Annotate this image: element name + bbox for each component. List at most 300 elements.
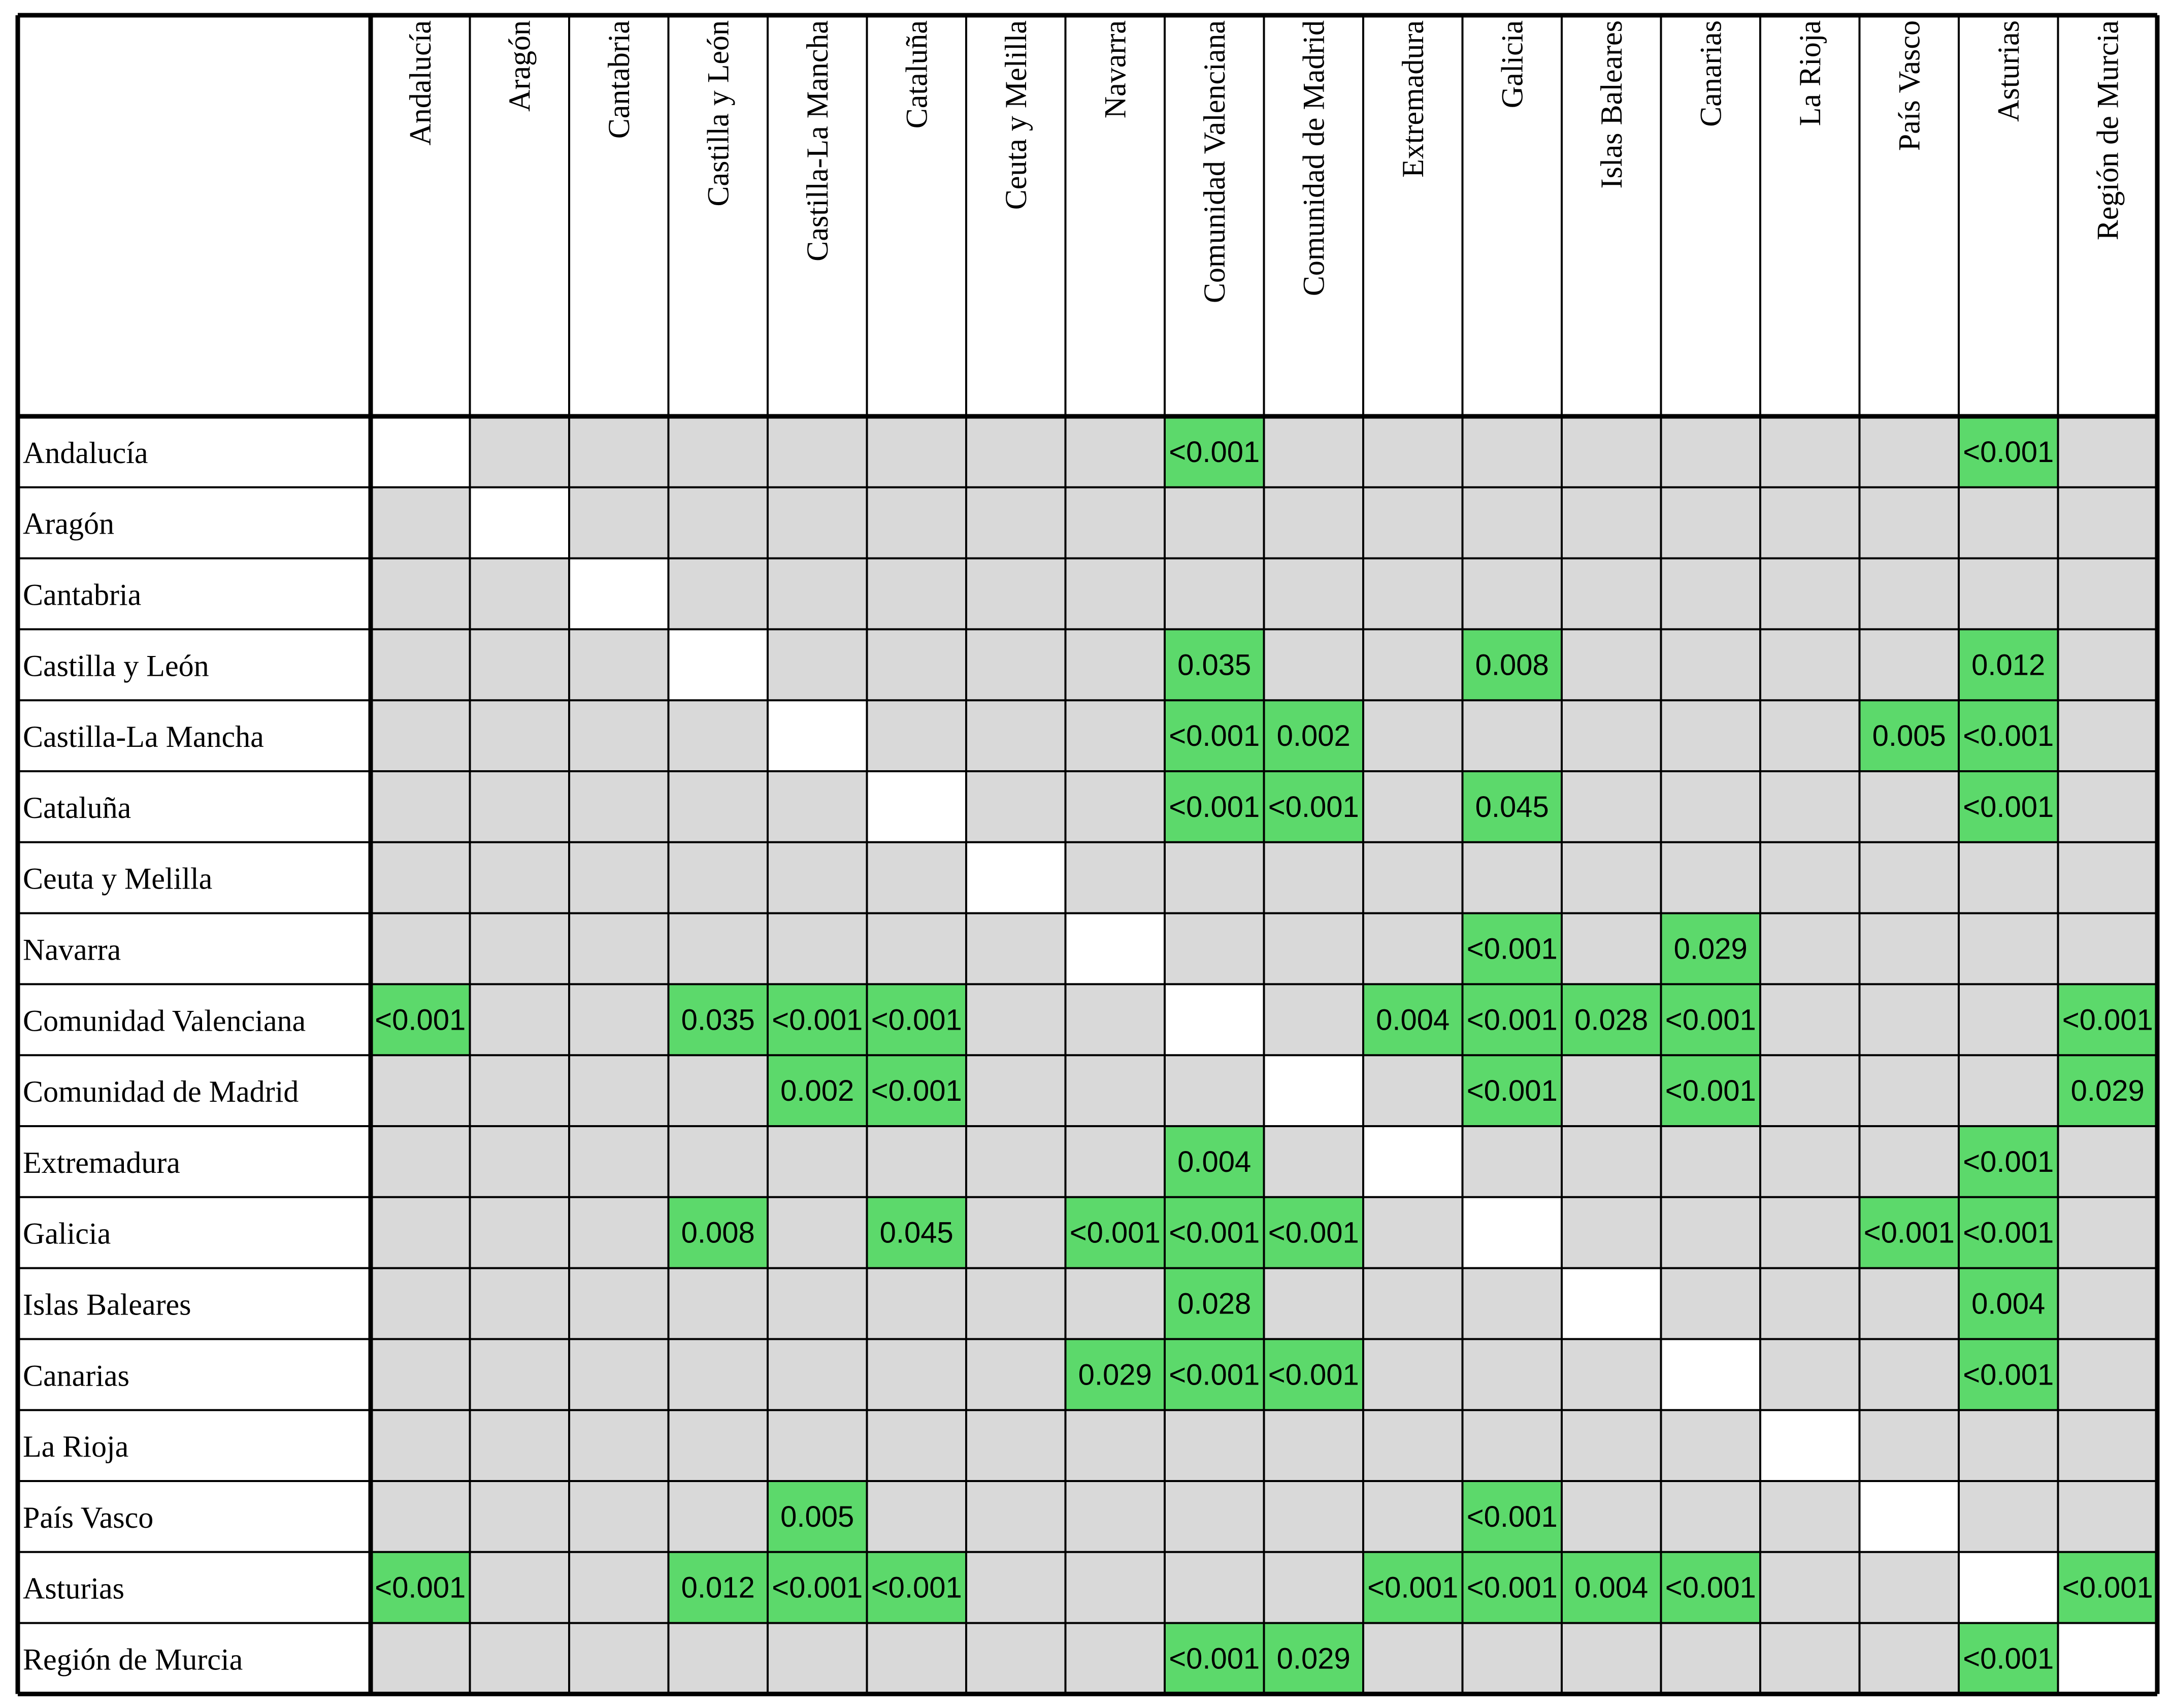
row-label-islas-baleares: Islas Baleares xyxy=(23,1288,191,1322)
col-label-castilla-y-leon: Castilla y León xyxy=(701,20,735,207)
cell-aragon-comunidad-de-madrid xyxy=(1264,487,1364,559)
cell-value: <0.001 xyxy=(1169,719,1260,753)
cell-extremadura-pais-vasco xyxy=(1860,1126,1959,1197)
cell-castilla-y-leon-canarias xyxy=(1661,629,1761,700)
cell-comunidad-valenciana-asturias xyxy=(1959,984,2058,1055)
cell-navarra-region-de-murcia xyxy=(2058,913,2158,984)
cell-andalucia-extremadura xyxy=(1363,416,1463,487)
cell-value: <0.001 xyxy=(1169,1216,1260,1250)
cell-ceuta-y-melilla-region-de-murcia xyxy=(2058,842,2158,913)
cell-comunidad-de-madrid-aragon xyxy=(470,1055,570,1126)
cell-la-rioja-galicia xyxy=(1463,1410,1562,1481)
col-label-asturias: Asturias xyxy=(1991,20,2025,122)
row-label-comunidad-de-madrid: Comunidad de Madrid xyxy=(23,1075,299,1109)
cell-extremadura-navarra xyxy=(1066,1126,1165,1197)
cell-value: <0.001 xyxy=(1466,1074,1558,1108)
cell-region-de-murcia-galicia xyxy=(1463,1623,1562,1694)
cell-region-de-murcia-islas-baleares xyxy=(1562,1623,1661,1694)
cell-region-de-murcia-la-rioja xyxy=(1760,1623,1860,1694)
cell-cataluna-castilla-la-mancha xyxy=(768,771,867,842)
cell-ceuta-y-melilla-la-rioja xyxy=(1760,842,1860,913)
cell-andalucia-castilla-la-mancha xyxy=(768,416,867,487)
cell-la-rioja-asturias xyxy=(1959,1410,2058,1481)
cell-la-rioja-canarias xyxy=(1661,1410,1761,1481)
cell-comunidad-valenciana-comunidad-valenciana xyxy=(1165,984,1264,1055)
cell-navarra-cantabria xyxy=(569,913,669,984)
cell-comunidad-de-madrid-comunidad-valenciana xyxy=(1165,1055,1264,1126)
cell-islas-baleares-ceuta-y-melilla xyxy=(966,1268,1066,1339)
cell-cantabria-region-de-murcia xyxy=(2058,559,2158,630)
cell-value: 0.002 xyxy=(1276,719,1351,753)
cell-cataluna-extremadura xyxy=(1363,771,1463,842)
cell-cataluna-castilla-y-leon xyxy=(669,771,768,842)
cell-la-rioja-extremadura xyxy=(1363,1410,1463,1481)
cell-pais-vasco-ceuta-y-melilla xyxy=(966,1481,1066,1552)
cell-la-rioja-comunidad-valenciana xyxy=(1165,1410,1264,1481)
cell-aragon-cataluna xyxy=(867,487,967,559)
cell-region-de-murcia-aragon xyxy=(470,1623,570,1694)
cell-islas-baleares-canarias xyxy=(1661,1268,1761,1339)
cell-value: <0.001 xyxy=(1963,1358,2054,1392)
cell-castilla-la-mancha-castilla-la-mancha xyxy=(768,700,867,771)
cell-value: 0.035 xyxy=(1177,648,1252,682)
cell-cantabria-castilla-la-mancha xyxy=(768,559,867,630)
cell-galicia-extremadura xyxy=(1363,1197,1463,1268)
cell-ceuta-y-melilla-castilla-la-mancha xyxy=(768,842,867,913)
cell-galicia-castilla-la-mancha xyxy=(768,1197,867,1268)
cell-navarra-comunidad-valenciana xyxy=(1165,913,1264,984)
cell-region-de-murcia-castilla-la-mancha xyxy=(768,1623,867,1694)
cell-navarra-extremadura xyxy=(1363,913,1463,984)
cell-comunidad-de-madrid-la-rioja xyxy=(1760,1055,1860,1126)
cell-value: <0.001 xyxy=(1169,790,1260,824)
cell-castilla-la-mancha-navarra xyxy=(1066,700,1165,771)
cell-galicia-cantabria xyxy=(569,1197,669,1268)
col-label-castilla-la-mancha: Castilla-La Mancha xyxy=(800,20,834,261)
cell-castilla-y-leon-aragon xyxy=(470,629,570,700)
cell-value: <0.001 xyxy=(1169,1358,1260,1392)
cell-canarias-pais-vasco xyxy=(1860,1339,1959,1410)
cell-la-rioja-cataluna xyxy=(867,1410,967,1481)
cell-value: 0.028 xyxy=(1177,1287,1252,1321)
cell-ceuta-y-melilla-galicia xyxy=(1463,842,1562,913)
cell-canarias-aragon xyxy=(470,1339,570,1410)
cell-ceuta-y-melilla-canarias xyxy=(1661,842,1761,913)
cell-castilla-y-leon-castilla-y-leon xyxy=(669,629,768,700)
cell-value: 0.035 xyxy=(681,1003,755,1037)
cell-aragon-comunidad-valenciana xyxy=(1165,487,1264,559)
cell-castilla-y-leon-pais-vasco xyxy=(1860,629,1959,700)
cell-ceuta-y-melilla-ceuta-y-melilla xyxy=(966,842,1066,913)
cell-la-rioja-pais-vasco xyxy=(1860,1410,1959,1481)
cell-pais-vasco-region-de-murcia xyxy=(2058,1481,2158,1552)
cell-value: 0.012 xyxy=(681,1571,755,1604)
cell-asturias-navarra xyxy=(1066,1552,1165,1623)
cell-value: <0.001 xyxy=(871,1074,962,1108)
col-label-andalucia: Andalucía xyxy=(403,20,437,146)
cell-canarias-castilla-y-leon xyxy=(669,1339,768,1410)
cell-value: <0.001 xyxy=(1665,1003,1756,1037)
cell-islas-baleares-castilla-y-leon xyxy=(669,1268,768,1339)
cell-castilla-la-mancha-andalucia xyxy=(371,700,470,771)
cell-ceuta-y-melilla-navarra xyxy=(1066,842,1165,913)
cell-cataluna-canarias xyxy=(1661,771,1761,842)
cell-canarias-islas-baleares xyxy=(1562,1339,1661,1410)
cell-la-rioja-ceuta-y-melilla xyxy=(966,1410,1066,1481)
cell-castilla-la-mancha-islas-baleares xyxy=(1562,700,1661,771)
cell-cantabria-galicia xyxy=(1463,559,1562,630)
cell-galicia-region-de-murcia xyxy=(2058,1197,2158,1268)
cell-value: <0.001 xyxy=(2062,1003,2153,1037)
cell-ceuta-y-melilla-islas-baleares xyxy=(1562,842,1661,913)
cell-castilla-la-mancha-cataluna xyxy=(867,700,967,771)
cell-value: 0.004 xyxy=(1376,1003,1450,1037)
cell-value: 0.005 xyxy=(1872,719,1946,753)
cell-andalucia-comunidad-de-madrid xyxy=(1264,416,1364,487)
row-label-galicia: Galicia xyxy=(23,1217,111,1251)
cell-galicia-andalucia xyxy=(371,1197,470,1268)
col-label-comunidad-de-madrid: Comunidad de Madrid xyxy=(1297,20,1331,297)
cell-castilla-la-mancha-galicia xyxy=(1463,700,1562,771)
cell-castilla-y-leon-comunidad-de-madrid xyxy=(1264,629,1364,700)
cell-castilla-y-leon-islas-baleares xyxy=(1562,629,1661,700)
cell-ceuta-y-melilla-cantabria xyxy=(569,842,669,913)
cell-castilla-la-mancha-extremadura xyxy=(1363,700,1463,771)
cell-castilla-y-leon-region-de-murcia xyxy=(2058,629,2158,700)
cell-la-rioja-islas-baleares xyxy=(1562,1410,1661,1481)
cell-value: <0.001 xyxy=(1169,435,1260,469)
cell-galicia-la-rioja xyxy=(1760,1197,1860,1268)
cell-castilla-y-leon-la-rioja xyxy=(1760,629,1860,700)
cell-value: <0.001 xyxy=(2062,1571,2153,1604)
col-label-pais-vasco: País Vasco xyxy=(1892,20,1926,151)
cell-navarra-andalucia xyxy=(371,913,470,984)
col-label-navarra: Navarra xyxy=(1098,20,1132,119)
cell-extremadura-canarias xyxy=(1661,1126,1761,1197)
cell-region-de-murcia-navarra xyxy=(1066,1623,1165,1694)
cell-aragon-islas-baleares xyxy=(1562,487,1661,559)
cell-region-de-murcia-cantabria xyxy=(569,1623,669,1694)
cell-value: <0.001 xyxy=(1367,1571,1459,1604)
cell-comunidad-de-madrid-navarra xyxy=(1066,1055,1165,1126)
cell-asturias-asturias xyxy=(1959,1552,2058,1623)
col-label-ceuta-y-melilla: Ceuta y Melilla xyxy=(999,20,1033,210)
cell-aragon-extremadura xyxy=(1363,487,1463,559)
cell-pais-vasco-asturias xyxy=(1959,1481,2058,1552)
cell-comunidad-de-madrid-castilla-y-leon xyxy=(669,1055,768,1126)
cell-aragon-castilla-la-mancha xyxy=(768,487,867,559)
cell-castilla-y-leon-ceuta-y-melilla xyxy=(966,629,1066,700)
row-label-comunidad-valenciana: Comunidad Valenciana xyxy=(23,1004,306,1038)
cell-castilla-y-leon-cataluna xyxy=(867,629,967,700)
cell-aragon-asturias xyxy=(1959,487,2058,559)
cell-extremadura-ceuta-y-melilla xyxy=(966,1126,1066,1197)
cell-cantabria-extremadura xyxy=(1363,559,1463,630)
cell-la-rioja-castilla-la-mancha xyxy=(768,1410,867,1481)
cell-navarra-aragon xyxy=(470,913,570,984)
cell-aragon-la-rioja xyxy=(1760,487,1860,559)
cell-la-rioja-cantabria xyxy=(569,1410,669,1481)
cell-cantabria-islas-baleares xyxy=(1562,559,1661,630)
cell-cataluna-navarra xyxy=(1066,771,1165,842)
cell-canarias-region-de-murcia xyxy=(2058,1339,2158,1410)
cell-cataluna-aragon xyxy=(470,771,570,842)
row-label-asturias: Asturias xyxy=(23,1571,124,1605)
cell-pais-vasco-andalucia xyxy=(371,1481,470,1552)
cell-andalucia-region-de-murcia xyxy=(2058,416,2158,487)
row-label-castilla-y-leon: Castilla y León xyxy=(23,649,209,683)
col-label-islas-baleares: Islas Baleares xyxy=(1594,20,1628,189)
cell-pais-vasco-islas-baleares xyxy=(1562,1481,1661,1552)
cell-value: <0.001 xyxy=(772,1003,863,1037)
cell-cataluna-la-rioja xyxy=(1760,771,1860,842)
cell-cantabria-navarra xyxy=(1066,559,1165,630)
row-label-extremadura: Extremadura xyxy=(23,1145,180,1179)
cell-value: <0.001 xyxy=(375,1003,466,1037)
cell-castilla-y-leon-andalucia xyxy=(371,629,470,700)
cell-aragon-canarias xyxy=(1661,487,1761,559)
cell-region-de-murcia-pais-vasco xyxy=(1860,1623,1959,1694)
cell-comunidad-de-madrid-andalucia xyxy=(371,1055,470,1126)
cell-value: <0.001 xyxy=(1963,1216,2054,1250)
cell-ceuta-y-melilla-castilla-y-leon xyxy=(669,842,768,913)
cell-andalucia-islas-baleares xyxy=(1562,416,1661,487)
cell-value: 0.005 xyxy=(780,1500,854,1533)
cell-value: <0.001 xyxy=(772,1571,863,1604)
cell-cantabria-castilla-y-leon xyxy=(669,559,768,630)
cell-cataluna-islas-baleares xyxy=(1562,771,1661,842)
cell-navarra-castilla-la-mancha xyxy=(768,913,867,984)
cell-islas-baleares-la-rioja xyxy=(1760,1268,1860,1339)
cell-extremadura-galicia xyxy=(1463,1126,1562,1197)
cell-islas-baleares-comunidad-de-madrid xyxy=(1264,1268,1364,1339)
cell-castilla-la-mancha-aragon xyxy=(470,700,570,771)
row-label-navarra: Navarra xyxy=(23,933,121,967)
cell-pais-vasco-navarra xyxy=(1066,1481,1165,1552)
cell-canarias-cataluna xyxy=(867,1339,967,1410)
cell-navarra-ceuta-y-melilla xyxy=(966,913,1066,984)
cell-comunidad-de-madrid-cantabria xyxy=(569,1055,669,1126)
cell-islas-baleares-islas-baleares xyxy=(1562,1268,1661,1339)
cell-aragon-region-de-murcia xyxy=(2058,487,2158,559)
cell-andalucia-ceuta-y-melilla xyxy=(966,416,1066,487)
cell-aragon-navarra xyxy=(1066,487,1165,559)
cell-cataluna-pais-vasco xyxy=(1860,771,1959,842)
cell-value: <0.001 xyxy=(1466,1003,1558,1037)
cell-value: 0.029 xyxy=(1276,1642,1351,1676)
row-label-la-rioja: La Rioja xyxy=(23,1430,129,1464)
cell-andalucia-pais-vasco xyxy=(1860,416,1959,487)
cell-value: <0.001 xyxy=(375,1571,466,1604)
cell-value: <0.001 xyxy=(1466,932,1558,966)
cell-islas-baleares-cantabria xyxy=(569,1268,669,1339)
row-label-cataluna: Cataluña xyxy=(23,791,131,825)
col-label-galicia: Galicia xyxy=(1495,20,1529,109)
cell-islas-baleares-galicia xyxy=(1463,1268,1562,1339)
cell-asturias-aragon xyxy=(470,1552,570,1623)
cell-la-rioja-la-rioja xyxy=(1760,1410,1860,1481)
col-label-comunidad-valenciana: Comunidad Valenciana xyxy=(1197,20,1231,304)
cell-pais-vasco-comunidad-valenciana xyxy=(1165,1481,1264,1552)
cell-andalucia-canarias xyxy=(1661,416,1761,487)
cell-castilla-la-mancha-region-de-murcia xyxy=(2058,700,2158,771)
cell-cataluna-region-de-murcia xyxy=(2058,771,2158,842)
cell-value: <0.001 xyxy=(1863,1216,1955,1250)
cell-castilla-la-mancha-cantabria xyxy=(569,700,669,771)
cell-la-rioja-navarra xyxy=(1066,1410,1165,1481)
cell-extremadura-islas-baleares xyxy=(1562,1126,1661,1197)
cell-value: <0.001 xyxy=(1963,1145,2054,1178)
cell-ceuta-y-melilla-pais-vasco xyxy=(1860,842,1959,913)
cell-andalucia-castilla-y-leon xyxy=(669,416,768,487)
cell-region-de-murcia-castilla-y-leon xyxy=(669,1623,768,1694)
cell-pais-vasco-cataluna xyxy=(867,1481,967,1552)
cell-region-de-murcia-ceuta-y-melilla xyxy=(966,1623,1066,1694)
cell-value: 0.004 xyxy=(1971,1287,2046,1321)
cell-value: <0.001 xyxy=(1466,1571,1558,1604)
cell-cataluna-cataluna xyxy=(867,771,967,842)
cell-pais-vasco-extremadura xyxy=(1363,1481,1463,1552)
cell-extremadura-region-de-murcia xyxy=(2058,1126,2158,1197)
cell-castilla-la-mancha-ceuta-y-melilla xyxy=(966,700,1066,771)
cell-comunidad-de-madrid-extremadura xyxy=(1363,1055,1463,1126)
row-label-region-de-murcia: Región de Murcia xyxy=(23,1643,243,1677)
cell-value: <0.001 xyxy=(1169,1642,1260,1676)
cell-aragon-galicia xyxy=(1463,487,1562,559)
cell-value: <0.001 xyxy=(1466,1500,1558,1533)
cell-pais-vasco-castilla-y-leon xyxy=(669,1481,768,1552)
cell-ceuta-y-melilla-extremadura xyxy=(1363,842,1463,913)
cell-comunidad-valenciana-comunidad-de-madrid xyxy=(1264,984,1364,1055)
cell-la-rioja-region-de-murcia xyxy=(2058,1410,2158,1481)
cell-islas-baleares-castilla-la-mancha xyxy=(768,1268,867,1339)
cell-la-rioja-aragon xyxy=(470,1410,570,1481)
cell-value: <0.001 xyxy=(871,1571,962,1604)
cell-comunidad-valenciana-pais-vasco xyxy=(1860,984,1959,1055)
cell-cantabria-comunidad-de-madrid xyxy=(1264,559,1364,630)
cell-andalucia-aragon xyxy=(470,416,570,487)
cell-region-de-murcia-andalucia xyxy=(371,1623,470,1694)
cell-galicia-galicia xyxy=(1463,1197,1562,1268)
col-label-la-rioja: La Rioja xyxy=(1793,20,1827,126)
cell-region-de-murcia-extremadura xyxy=(1363,1623,1463,1694)
cell-navarra-comunidad-de-madrid xyxy=(1264,913,1364,984)
cell-pais-vasco-la-rioja xyxy=(1760,1481,1860,1552)
cell-aragon-ceuta-y-melilla xyxy=(966,487,1066,559)
cell-galicia-canarias xyxy=(1661,1197,1761,1268)
cell-value: 0.028 xyxy=(1574,1003,1649,1037)
col-label-cataluna: Cataluña xyxy=(900,20,934,129)
cell-navarra-pais-vasco xyxy=(1860,913,1959,984)
cell-value: 0.008 xyxy=(681,1216,755,1250)
cell-extremadura-cantabria xyxy=(569,1126,669,1197)
cell-extremadura-cataluna xyxy=(867,1126,967,1197)
cell-aragon-andalucia xyxy=(371,487,470,559)
cell-pais-vasco-comunidad-de-madrid xyxy=(1264,1481,1364,1552)
cell-islas-baleares-andalucia xyxy=(371,1268,470,1339)
cell-asturias-comunidad-valenciana xyxy=(1165,1552,1264,1623)
cell-cantabria-aragon xyxy=(470,559,570,630)
cell-ceuta-y-melilla-aragon xyxy=(470,842,570,913)
cell-cataluna-ceuta-y-melilla xyxy=(966,771,1066,842)
cell-value: <0.001 xyxy=(1963,719,2054,753)
cell-castilla-la-mancha-la-rioja xyxy=(1760,700,1860,771)
cell-canarias-castilla-la-mancha xyxy=(768,1339,867,1410)
cell-ceuta-y-melilla-comunidad-valenciana xyxy=(1165,842,1264,913)
cell-value: 0.029 xyxy=(2070,1074,2145,1108)
cell-asturias-comunidad-de-madrid xyxy=(1264,1552,1364,1623)
cell-comunidad-de-madrid-islas-baleares xyxy=(1562,1055,1661,1126)
cell-value: <0.001 xyxy=(1963,435,2054,469)
cell-extremadura-la-rioja xyxy=(1760,1126,1860,1197)
cell-navarra-cataluna xyxy=(867,913,967,984)
cell-castilla-y-leon-extremadura xyxy=(1363,629,1463,700)
cell-value: <0.001 xyxy=(871,1003,962,1037)
row-label-ceuta-y-melilla: Ceuta y Melilla xyxy=(23,862,213,896)
cell-cantabria-comunidad-valenciana xyxy=(1165,559,1264,630)
cell-extremadura-andalucia xyxy=(371,1126,470,1197)
cell-canarias-cantabria xyxy=(569,1339,669,1410)
cell-navarra-asturias xyxy=(1959,913,2058,984)
cell-pais-vasco-aragon xyxy=(470,1481,570,1552)
cell-canarias-andalucia xyxy=(371,1339,470,1410)
cell-navarra-castilla-y-leon xyxy=(669,913,768,984)
cell-cantabria-cataluna xyxy=(867,559,967,630)
cell-ceuta-y-melilla-cataluna xyxy=(867,842,967,913)
cell-castilla-y-leon-cantabria xyxy=(569,629,669,700)
cell-aragon-cantabria xyxy=(569,487,669,559)
cell-cantabria-ceuta-y-melilla xyxy=(966,559,1066,630)
cell-comunidad-de-madrid-asturias xyxy=(1959,1055,2058,1126)
cell-andalucia-cataluna xyxy=(867,416,967,487)
cell-andalucia-la-rioja xyxy=(1760,416,1860,487)
col-label-cantabria: Cantabria xyxy=(602,20,636,139)
row-label-canarias: Canarias xyxy=(23,1359,129,1393)
cell-canarias-extremadura xyxy=(1363,1339,1463,1410)
cell-aragon-pais-vasco xyxy=(1860,487,1959,559)
cell-galicia-ceuta-y-melilla xyxy=(966,1197,1066,1268)
cell-asturias-la-rioja xyxy=(1760,1552,1860,1623)
cell-islas-baleares-region-de-murcia xyxy=(2058,1268,2158,1339)
cell-castilla-y-leon-castilla-la-mancha xyxy=(768,629,867,700)
cell-andalucia-cantabria xyxy=(569,416,669,487)
cell-islas-baleares-extremadura xyxy=(1363,1268,1463,1339)
cell-pais-vasco-cantabria xyxy=(569,1481,669,1552)
cell-value: <0.001 xyxy=(1069,1216,1161,1250)
cell-galicia-islas-baleares xyxy=(1562,1197,1661,1268)
cell-canarias-galicia xyxy=(1463,1339,1562,1410)
row-label-andalucia: Andalucía xyxy=(23,436,148,470)
cell-aragon-aragon xyxy=(470,487,570,559)
cell-canarias-la-rioja xyxy=(1760,1339,1860,1410)
cell-islas-baleares-navarra xyxy=(1066,1268,1165,1339)
cell-value: 0.045 xyxy=(879,1216,953,1250)
cell-aragon-castilla-y-leon xyxy=(669,487,768,559)
cell-islas-baleares-aragon xyxy=(470,1268,570,1339)
col-label-extremadura: Extremadura xyxy=(1396,20,1430,178)
cell-comunidad-valenciana-la-rioja xyxy=(1760,984,1860,1055)
cell-navarra-islas-baleares xyxy=(1562,913,1661,984)
cell-ceuta-y-melilla-asturias xyxy=(1959,842,2058,913)
cell-castilla-la-mancha-castilla-y-leon xyxy=(669,700,768,771)
cell-comunidad-valenciana-ceuta-y-melilla xyxy=(966,984,1066,1055)
cell-canarias-canarias xyxy=(1661,1339,1761,1410)
cell-asturias-ceuta-y-melilla xyxy=(966,1552,1066,1623)
cell-cantabria-pais-vasco xyxy=(1860,559,1959,630)
cell-cantabria-andalucia xyxy=(371,559,470,630)
cell-andalucia-galicia xyxy=(1463,416,1562,487)
cell-asturias-cantabria xyxy=(569,1552,669,1623)
